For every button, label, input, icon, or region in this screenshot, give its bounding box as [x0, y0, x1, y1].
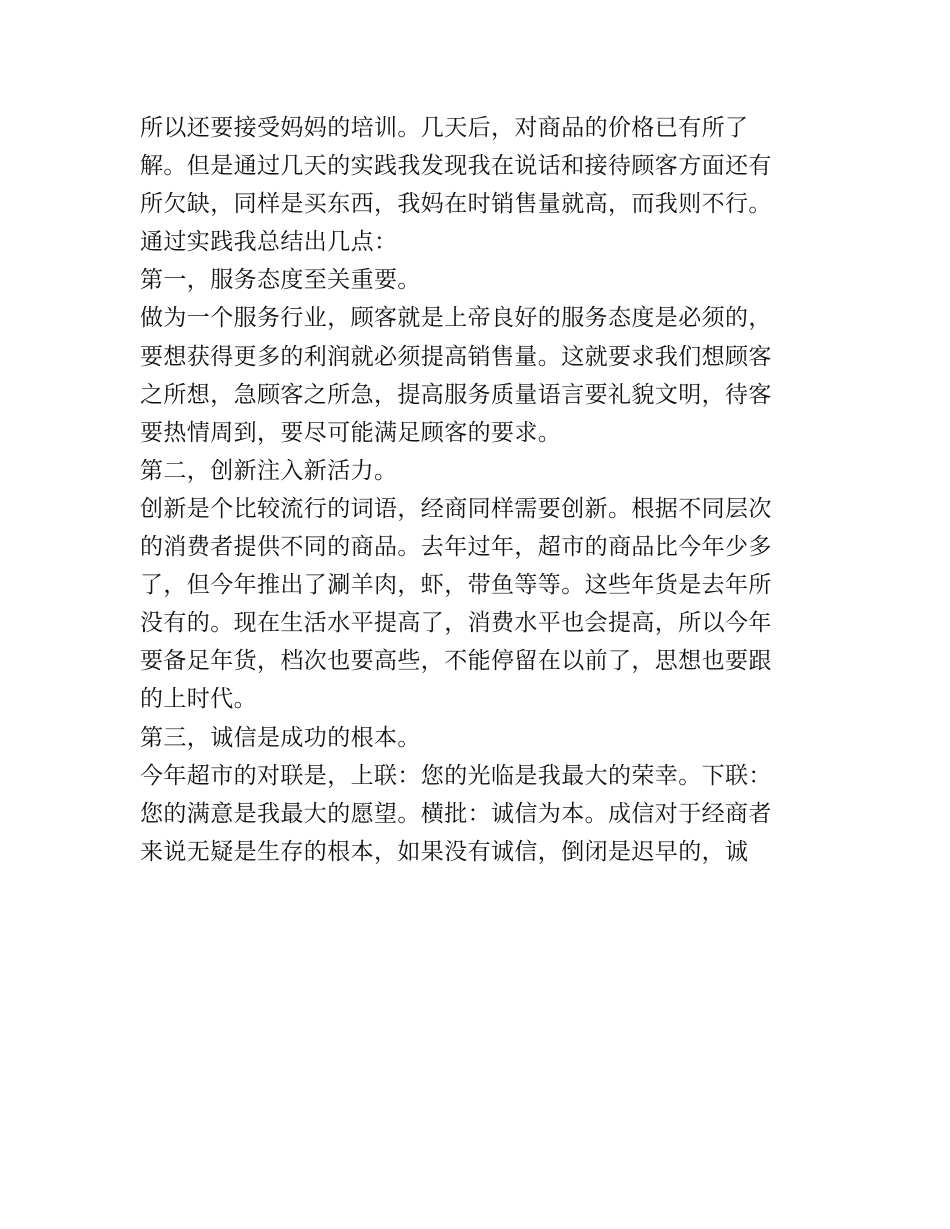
section-heading-2: 第二，创新注入新活力。: [140, 457, 398, 484]
document-body: [140, 109, 830, 871]
text-line: 要热情周到，要尽可能满足顾客的要求。: [140, 419, 562, 446]
text-line: 解。但是通过几天的实践我发现我在说话和接待顾客方面还有: [140, 153, 772, 180]
text-line: 的消费者提供不同的商品。去年过年，超市的商品比今年少多: [140, 534, 772, 561]
text-line: 来说无疑是生存的根本，如果没有诚信，倒闭是迟早的，诚: [140, 838, 749, 865]
section-heading-1: 第一，服务态度至关重要。: [140, 267, 421, 294]
text-line: 之所想，急顾客之所急，提高服务质量语言要礼貌文明，待客: [140, 381, 772, 408]
text-line: 没有的。现在生活水平提高了，消费水平也会提高，所以今年: [140, 610, 772, 637]
text-line: 所以还要接受妈妈的培训。几天后，对商品的价格已有所了: [140, 115, 749, 141]
text-line: 所欠缺，同样是买东西，我妈在时销售量就高，而我则不行。: [140, 191, 772, 218]
text-line: 要想获得更多的利润就必须提高销售量。这就要求我们想顾客: [140, 343, 772, 370]
text-line: 您的满意是我最大的愿望。横批：诚信为本。成信对于经商者: [140, 800, 772, 827]
text-line: 创新是个比较流行的词语，经商同样需要创新。根据不同层次: [140, 495, 772, 522]
text-line: 的上时代。: [140, 686, 257, 713]
text-line: 通过实践我总结出几点：: [140, 229, 398, 256]
text-line: 要备足年货，档次也要高些，不能停留在以前了，思想也要跟: [140, 648, 772, 675]
text-line: 做为一个服务行业，顾客就是上帝良好的服务态度是必须的，: [140, 305, 772, 332]
section-heading-3: 第三，诚信是成功的根本。: [140, 724, 421, 751]
text-line: 了，但今年推出了涮羊肉，虾，带鱼等等。这些年货是去年所: [140, 572, 772, 599]
text-line: 今年超市的对联是，上联：您的光临是我最大的荣幸。下联：: [140, 762, 772, 789]
